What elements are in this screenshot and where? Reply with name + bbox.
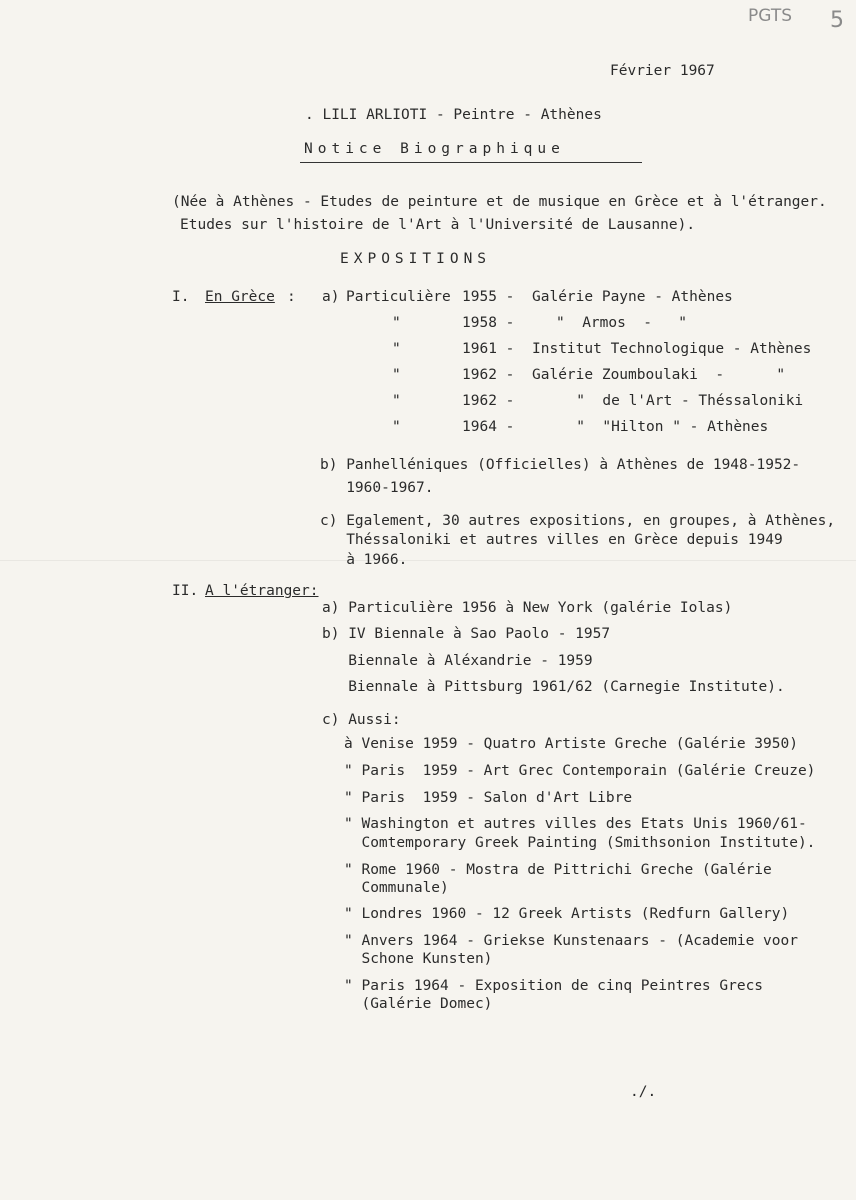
paragraph-line: a) Particulière 1956 à New York (galérie Iolas)	[322, 600, 733, 616]
paragraph-line: à 1966.	[320, 552, 408, 568]
row-year: 1962 -	[462, 367, 515, 383]
row-mark: "	[392, 315, 401, 331]
section-label: A l'étranger:	[205, 583, 319, 599]
row-place: Galérie Zoumboulaki - "	[532, 367, 786, 383]
row-year: 1958 -	[462, 315, 515, 331]
list-item: " Londres 1960 - 12 Greek Artists (Redfurn Gallery)	[344, 906, 790, 922]
list-item: " Paris 1964 - Exposition de cinq Peintres Grecs	[344, 978, 764, 994]
row-year: 1962 -	[462, 393, 515, 409]
section-number: I.	[172, 289, 190, 305]
list-item: " Paris 1959 - Salon d'Art Libre	[344, 790, 633, 806]
row-place: " "Hilton " - Athènes	[550, 419, 769, 435]
paragraph-line: Théssaloniki et autres villes en Grèce depuis 1949	[320, 532, 783, 548]
row-mark: Particulière	[346, 289, 451, 305]
row-mark: "	[392, 341, 401, 357]
section-colon: :	[287, 289, 296, 305]
subtitle-underline	[300, 162, 642, 163]
section-label: En Grèce	[205, 289, 275, 305]
list-item: à Venise 1959 - Quatro Artiste Greche (Galérie 3950)	[344, 736, 798, 752]
row-year: 1961 -	[462, 341, 515, 357]
row-place: Institut Technologique - Athènes	[532, 341, 812, 357]
row-place: " Armos - "	[556, 315, 687, 331]
row-mark: "	[392, 367, 401, 383]
row-place: Galérie Payne - Athènes	[532, 289, 733, 305]
list-item: Comtemporary Greek Painting (Smithsonion Institute).	[344, 835, 816, 851]
list-item: " Anvers 1964 - Griekse Kunstenaars - (Academie voor	[344, 933, 798, 949]
list-item: " Washington et autres villes des Etats Unis 1960/61-	[344, 816, 807, 832]
paragraph-line: c) Egalement, 30 autres expositions, en groupes, à Athènes,	[320, 513, 836, 529]
corner-reference: PGTS	[748, 6, 792, 26]
list-item: (Galérie Domec)	[344, 996, 493, 1012]
page-continuation-mark: ./.	[630, 1084, 657, 1100]
document-title: . LILI ARLIOTI - Peintre - Athènes	[305, 107, 602, 123]
list-item: Schone Kunsten)	[344, 951, 493, 967]
document-date: Février 1967	[610, 63, 715, 79]
row-year: 1964 -	[462, 419, 515, 435]
corner-page-number: 5	[830, 8, 844, 33]
list-item: " Paris 1959 - Art Grec Contemporain (Galérie Creuze)	[344, 763, 816, 779]
row-place: " de l'Art - Théssaloniki	[550, 393, 804, 409]
intro-line: Etudes sur l'histoire de l'Art à l'Université de Lausanne).	[180, 217, 696, 233]
paragraph-line: c) Aussi:	[322, 712, 401, 728]
intro-line: (Née à Athènes - Etudes de peinture et de musique en Grèce et à l'étranger.	[172, 194, 827, 210]
paragraph-line: 1960-1967.	[320, 480, 434, 496]
paper-fold	[0, 560, 856, 561]
row-mark: "	[392, 419, 401, 435]
section-number: II.	[172, 583, 199, 599]
document-subtitle: Notice Biographique	[304, 141, 565, 157]
row-mark: "	[392, 393, 401, 409]
list-item: " Rome 1960 - Mostra de Pittrichi Greche (Galérie	[344, 862, 772, 878]
paragraph-line: Biennale à Pittsburg 1961/62 (Carnegie Institute).	[322, 679, 785, 695]
item-marker: a)	[322, 289, 340, 305]
paragraph-line: b) IV Biennale à Sao Paolo - 1957	[322, 626, 611, 642]
paragraph-line: Biennale à Aléxandrie - 1959	[322, 653, 593, 669]
row-year: 1955 -	[462, 289, 515, 305]
list-item: Communale)	[344, 880, 449, 896]
expositions-heading: EXPOSITIONS	[340, 251, 492, 267]
paragraph-line: b) Panhelléniques (Officielles) à Athènes de 1948-1952-	[320, 457, 801, 473]
